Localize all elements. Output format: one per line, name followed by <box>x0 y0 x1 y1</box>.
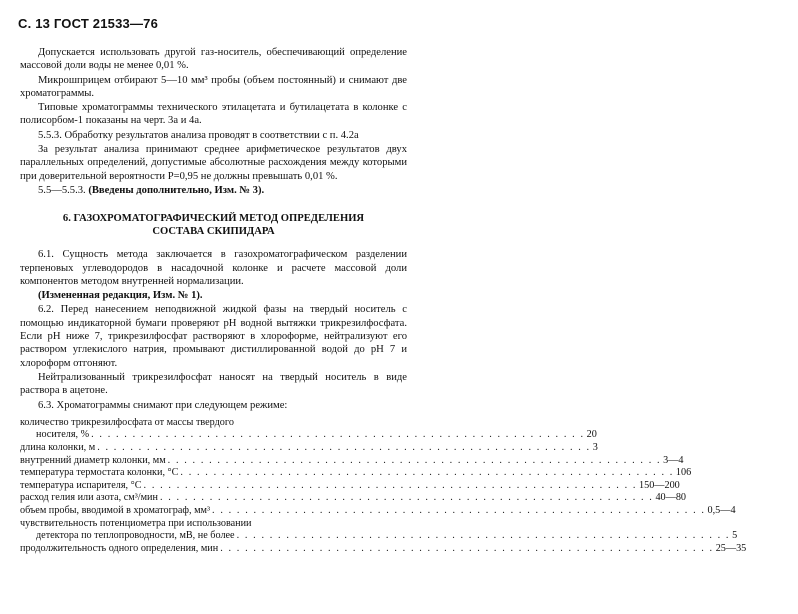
paragraph-text: Нейтрализованный трикрезилфосфат наносят на твердый носитель в виде раствора в ацетоне. <box>20 371 407 397</box>
regime-row <box>20 479 680 493</box>
paragraph <box>20 46 407 73</box>
leader-dots: . . . . . . . . . . . . . . . . . . . . . . . . . . . . . . . . . . . . . . . . . . . . . . . . . . . . . . . . . . . . <box>220 542 714 554</box>
paragraph-text: 6.3. Хроматограммы снимают при следующем режиме: <box>38 399 288 411</box>
amendment-note: (Введены дополнительно, Изм. № 3). <box>88 184 265 196</box>
paragraph-text: 5.5.3. Обработку результатов анализа проводят в соответствии с п. 4.2а <box>38 129 359 141</box>
regime-row <box>20 504 736 518</box>
regime-parameter: длина колонки, м <box>20 442 96 454</box>
paragraph <box>20 101 407 128</box>
leader-dots: . . . . . . . . . . . . . . . . . . . . . . . . . . . . . . . . . . . . . . . . . . . . . . . . . . . . . . . . . . . . <box>212 504 706 516</box>
regime-value: 106 <box>675 467 692 479</box>
paragraph <box>20 303 407 369</box>
paragraph-text: За результат анализа принимают среднее арифметическое результатов двух параллельных определений, допустимые абсолютные расхождения между которыми при доверительной вероятности P=0,95 не должны превышать 0,01 %. <box>20 144 407 182</box>
regime-row <box>20 467 692 480</box>
regime-row <box>20 542 747 556</box>
paragraph-text: Допускается использовать другой газ-носитель, обеспечивающий определение массовой доли воды не менее 0,01 %. <box>20 47 407 72</box>
regime-value: 5 <box>732 530 738 542</box>
regime-value: 40—80 <box>655 492 686 504</box>
paragraph-text: 5.5—5.5.3. <box>38 184 89 196</box>
regime-parameter: температура термостата колонки, °С <box>20 467 179 479</box>
regime-value: 150—200 <box>639 479 680 491</box>
regime-row <box>20 530 738 543</box>
regime-parameter: расход гелия или азота, см³/мин <box>20 492 158 504</box>
regime-row <box>20 518 407 531</box>
leader-dots: . . . . . . . . . . . . . . . . . . . . . . . . . . . . . . . . . . . . . . . . . . . . . . . . . . . . . . . . . . . . <box>91 429 585 441</box>
regime-list <box>20 416 747 556</box>
regime-row <box>20 417 407 430</box>
regime-value: 3 <box>592 442 598 454</box>
regime-value: 25—35 <box>715 542 747 554</box>
paragraph <box>20 184 407 197</box>
leader-dots: . . . . . . . . . . . . . . . . . . . . . . . . . . . . . . . . . . . . . . . . . . . . . . . . . . . . . . . . . . . . <box>167 454 662 466</box>
paragraph <box>20 371 407 398</box>
regime-value: 20 <box>586 429 597 441</box>
paragraph-text: 6.1. Сущность метода заключается в газохроматографическом разделении терпеновых углеводородов в насадочной колонке и расчете массовой доли компонентов методом внутренней нормализации. <box>20 249 407 287</box>
paragraph-text: Типовые хроматограммы технического этилацетата и бутилацетата в колонке с полисорбом-1 показаны на черт. 3а и 4а. <box>20 102 407 127</box>
regime-parameter: внутренний диаметр колонки, мм <box>20 454 166 466</box>
section-6-text <box>20 248 407 412</box>
section-6-title <box>20 212 407 238</box>
regime-row <box>20 454 684 468</box>
regime-row <box>20 442 598 455</box>
regime-parameter: носителя, % <box>36 429 90 441</box>
paragraph <box>20 248 407 288</box>
leader-dots: . . . . . . . . . . . . . . . . . . . . . . . . . . . . . . . . . . . . . . . . . . . . . . . . . . . . . . . . . . . . <box>97 442 591 454</box>
leader-dots: . . . . . . . . . . . . . . . . . . . . . . . . . . . . . . . . . . . . . . . . . . . . . . . . . . . . . . . . . . . . <box>236 530 731 542</box>
paragraph <box>20 74 407 101</box>
regime-parameter: объем пробы, вводимой в хроматограф, мм³ <box>20 504 211 516</box>
regime-value: 3—4 <box>663 454 684 466</box>
paragraph-text: Микрошприцем отбирают 5—10 мм³ пробы (объем постоянный) и снимают две хроматограммы. <box>20 74 407 99</box>
regime-parameter: количество трикрезилфосфата от массы твердого <box>20 416 234 428</box>
section-5-text <box>20 46 407 197</box>
regime-parameter: детектора по теплопроводности, мВ, не более <box>36 530 235 542</box>
paragraph <box>20 143 407 183</box>
document-body <box>20 46 747 555</box>
paragraph <box>20 289 407 302</box>
leader-dots: . . . . . . . . . . . . . . . . . . . . . . . . . . . . . . . . . . . . . . . . . . . . . . . . . . . . . . . . . . . . <box>180 467 674 479</box>
paragraph <box>20 399 407 412</box>
section-title-line-2: СОСТАВА СКИПИДАРА <box>152 226 275 238</box>
paragraph <box>20 129 407 142</box>
paragraph-text: 6.2. Перед нанесением неподвижной жидкой фазы на твердый носитель с помощью индикаторной бумаги проверяют pH водной вытяжки трикрезилфосфата. Если pH ниже 7, трикрезилфосфат растворяют в хлороформе, нейтрализуют его раствором углекислого натрия, промывают дистиллированной водой до pH 7 и хлороформ отгоняют. <box>20 304 407 369</box>
regime-parameter: чувствительность потенциометра при использовании <box>20 517 252 529</box>
regime-row <box>20 492 686 505</box>
regime-value: 0,5—4 <box>707 504 736 516</box>
regime-row <box>20 429 597 442</box>
page-header: С. 13 ГОСТ 21533—76 <box>18 16 159 31</box>
regime-parameter: продолжительность одного определения, мин <box>20 542 219 554</box>
section-title-line-1: 6. ГАЗОХРОМАТОГРАФИЧЕСКИЙ МЕТОД ОПРЕДЕЛЕНИЯ <box>62 213 365 225</box>
regime-parameter: температура испарителя, °С <box>20 479 142 491</box>
leader-dots: . . . . . . . . . . . . . . . . . . . . . . . . . . . . . . . . . . . . . . . . . . . . . . . . . . . . . . . . . . . . <box>143 479 638 491</box>
amendment-note: (Измененная редакция, Изм. № 1). <box>38 290 203 302</box>
leader-dots: . . . . . . . . . . . . . . . . . . . . . . . . . . . . . . . . . . . . . . . . . . . . . . . . . . . . . . . . . . . . <box>159 492 654 504</box>
